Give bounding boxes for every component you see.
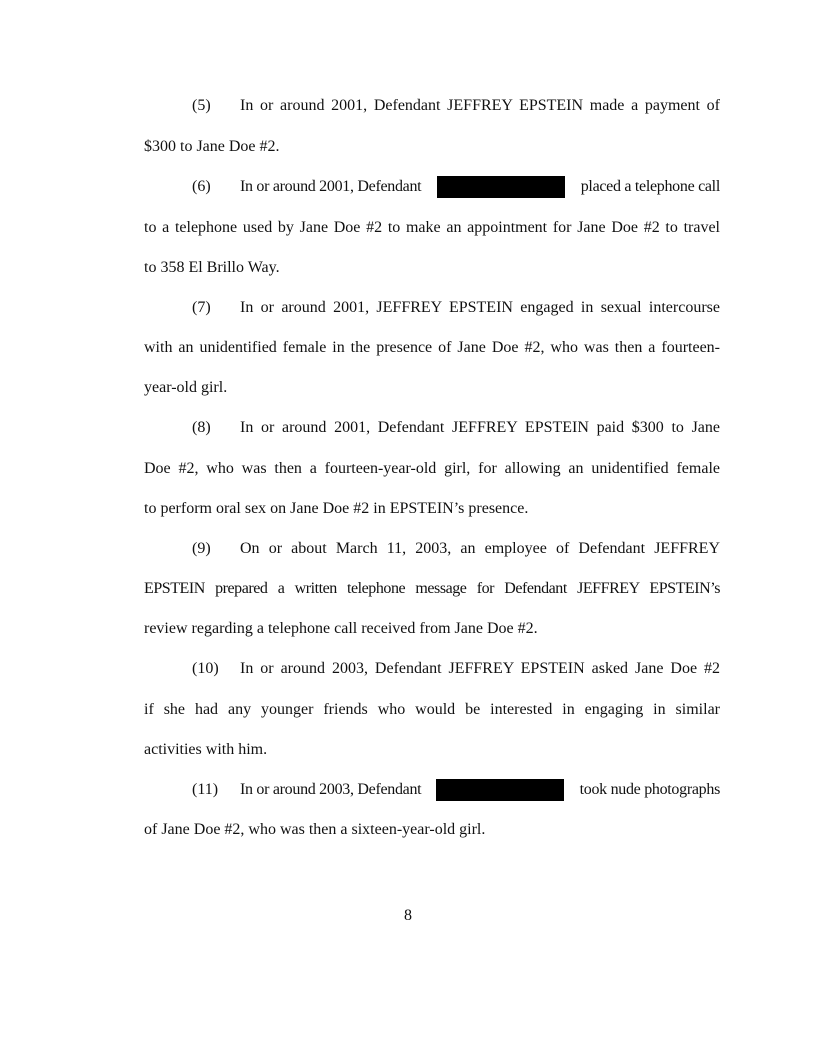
paragraph-9-line-2: EPSTEIN prepared a written telephone message for Defendant JEFFREY EPSTEIN’s (144, 580, 720, 597)
paragraph-number: (7) (192, 299, 211, 316)
paragraph-text: In or around 2001, Defendant JEFFREY EPSTEIN made a payment of (240, 97, 720, 114)
paragraph-number: (11) (192, 781, 219, 798)
paragraph-text: In or around 2001, JEFFREY EPSTEIN engaged in sexual intercourse (240, 299, 720, 316)
paragraph-9-line-3: review regarding a telephone call received from Jane Doe #2. (144, 620, 538, 637)
paragraph-text: took nude photographs (579, 781, 720, 798)
page-number: 8 (404, 907, 412, 924)
paragraph-6-line-3: to 358 El Brillo Way. (144, 259, 280, 276)
paragraph-7-line-1 (144, 298, 720, 318)
paragraph-11-line-1 (144, 780, 720, 800)
paragraph-number: (5) (192, 97, 211, 114)
redacted-line (240, 779, 720, 801)
paragraph-8-line-3: to perform oral sex on Jane Doe #2 in EPSTEIN’s presence. (144, 500, 529, 517)
paragraph-8-line-2: Doe #2, who was then a fourteen-year-old girl, for allowing an unidentified female (144, 460, 720, 477)
paragraph-9-line-1 (144, 539, 720, 559)
paragraph-5-line-2: $300 to Jane Doe #2. (144, 138, 280, 155)
paragraph-11-line-2: of Jane Doe #2, who was then a sixteen-year-old girl. (144, 821, 486, 838)
paragraph-10-line-3: activities with him. (144, 741, 268, 758)
paragraph-8-line-1 (144, 418, 720, 438)
paragraph-7-line-3: year-old girl. (144, 379, 228, 396)
redaction-box (436, 779, 564, 801)
paragraph-number: (6) (192, 178, 211, 195)
redaction-box (437, 176, 565, 198)
paragraph-6-line-1 (144, 177, 720, 197)
paragraph-10-line-1 (144, 659, 720, 679)
paragraph-text: placed a telephone call (580, 178, 720, 195)
paragraph-number: (10) (192, 660, 219, 677)
paragraph-text: In or around 2003, Defendant (240, 781, 422, 798)
paragraph-5-line-1 (144, 96, 720, 116)
paragraph-number: (9) (192, 540, 211, 557)
paragraph-7-line-2: with an unidentified female in the presence of Jane Doe #2, who was then a fourteen- (144, 339, 720, 356)
redacted-line (240, 176, 720, 198)
paragraph-text: On or about March 11, 2003, an employee of Defendant JEFFREY (240, 540, 720, 557)
paragraph-number: (8) (192, 419, 211, 436)
paragraph-6-line-2: to a telephone used by Jane Doe #2 to make an appointment for Jane Doe #2 to travel (144, 219, 720, 236)
paragraph-text: In or around 2003, Defendant JEFFREY EPSTEIN asked Jane Doe #2 (240, 660, 720, 677)
paragraph-text: In or around 2001, Defendant JEFFREY EPSTEIN paid $300 to Jane (240, 419, 720, 436)
paragraph-text: In or around 2001, Defendant (240, 178, 422, 195)
paragraph-10-line-2: if she had any younger friends who would be interested in engaging in similar (144, 701, 720, 718)
